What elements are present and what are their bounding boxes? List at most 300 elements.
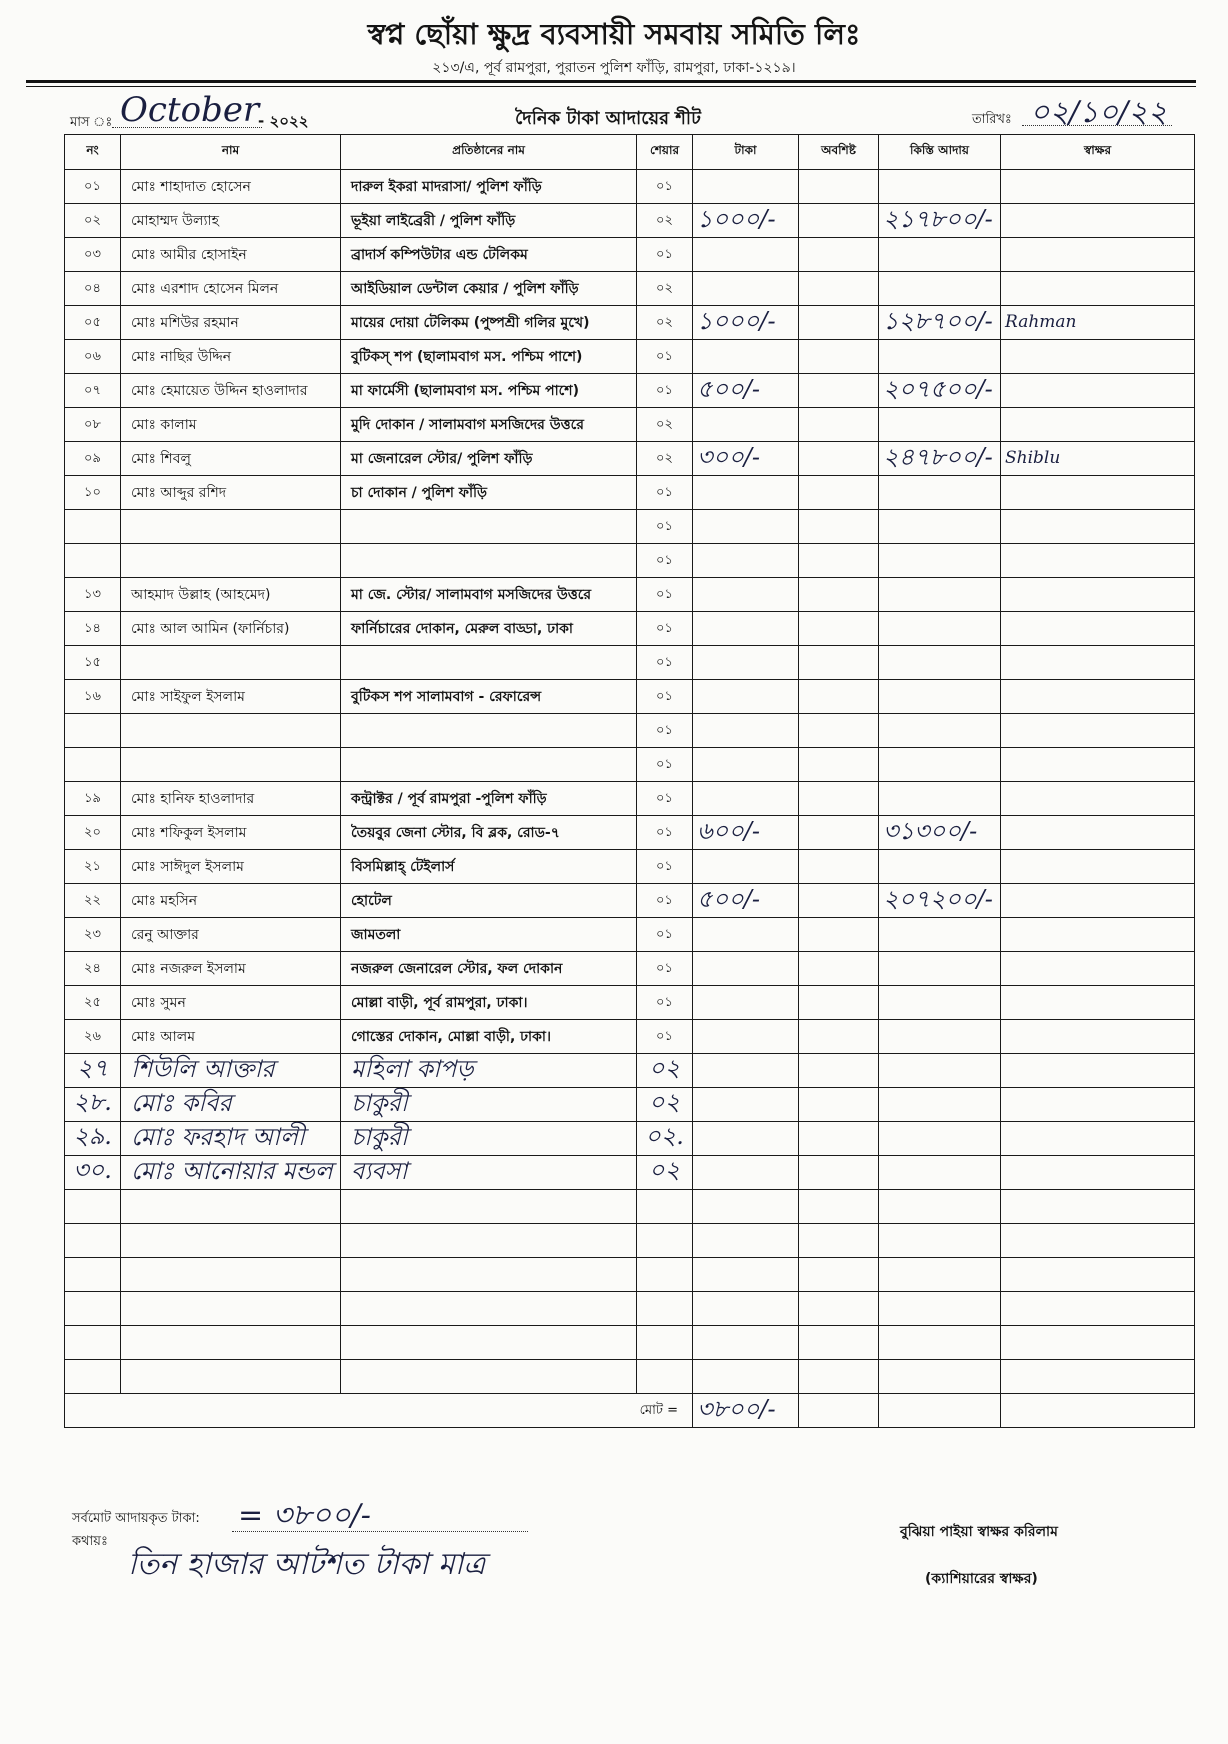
shop-name-cell [341,1190,637,1224]
shares-count-cell: ০১ [637,782,693,816]
total-installment [879,1394,1001,1428]
taka-amount-cell [693,442,799,476]
installment-amount-cell [879,1020,1001,1054]
signature-cell [1001,238,1195,272]
row-serial-cell [65,1326,121,1360]
remaining-amount-cell [799,544,879,578]
installment-amount-cell [879,272,1001,306]
signature-cell [1001,1292,1195,1326]
table-row [65,1326,1195,1360]
col-header-name: নাম [121,135,341,170]
taka-amount: ১০০০/- [697,204,776,233]
signature-cell [1001,374,1195,408]
remaining-amount-cell [799,306,879,340]
row-serial-cell [65,1224,121,1258]
row-serial-cell [65,1088,121,1122]
org-address: ২১৩/এ, পূর্ব রামপুরা, পুরাতন পুলিশ ফাঁড়ি, রামপুরা, ঢাকা-১২১৯। [432,60,796,76]
row-serial-cell [65,1190,121,1224]
taka-amount-cell [693,884,799,918]
shares-count-cell: ০১ [637,986,693,1020]
shop-name-cell [341,1292,637,1326]
installment-amount-cell [879,1224,1001,1258]
taka-amount-cell [693,238,799,272]
member-name-cell: মোঃ নজরুল ইসলাম [121,952,341,986]
member-name: মোঃ ফরহাদ আলী [131,1122,305,1151]
table-row [65,1088,1195,1122]
taka-amount-cell [693,374,799,408]
remaining-amount-cell [799,408,879,442]
shop-name-cell [341,1326,637,1360]
taka-amount-cell [693,578,799,612]
remaining-amount-cell [799,612,879,646]
table-row [65,1224,1195,1258]
in-words-label: কথায়ঃ [72,1534,108,1549]
member-name-cell: আহমাদ উল্লাহ (আহমেদ) [121,578,341,612]
taka-amount-cell [693,782,799,816]
row-serial-cell: ০১ [65,170,121,204]
installment-amount: ১২৮৭০০/- [883,306,993,335]
row-serial-cell: ১৯ [65,782,121,816]
table-row [65,578,1195,612]
member-name-cell: মোঃ মহসিন [121,884,341,918]
taka-amount: ৫০০/- [697,884,760,913]
installment-amount-cell [879,816,1001,850]
remaining-amount-cell [799,748,879,782]
shop-name-cell: গোস্তের দোকান, মোল্লা বাড়ী, ঢাকা। [341,1020,637,1054]
taka-amount-cell [693,850,799,884]
header-rule-thin [26,86,1196,87]
signature-cell [1001,442,1195,476]
table-row [65,340,1195,374]
signature-cell [1001,748,1195,782]
member-name-cell: রেনু আক্তার [121,918,341,952]
member-name-cell: মোঃ শিবলু [121,442,341,476]
taka-amount-cell [693,816,799,850]
shares-count-cell: ০১ [637,578,693,612]
row-serial-cell: ১০ [65,476,121,510]
installment-amount-cell [879,1054,1001,1088]
table-row [65,1156,1195,1190]
shares-count-cell: ০২ [637,408,693,442]
signature-cell [1001,306,1195,340]
shares-count-cell: ০১ [637,476,693,510]
signature-cell [1001,544,1195,578]
row-serial-cell [65,1360,121,1394]
shares-count-cell: ০১ [637,850,693,884]
installment-amount-cell [879,578,1001,612]
remaining-amount-cell [799,1156,879,1190]
member-name-cell [121,1292,341,1326]
shares-count: ০২ [648,1156,681,1184]
signature-cell [1001,340,1195,374]
row-serial-cell: ১৬ [65,680,121,714]
remaining-amount-cell [799,340,879,374]
shop-name-cell: চা দোকান / পুলিশ ফাঁড়ি [341,476,637,510]
shares-count-cell: ০১ [637,884,693,918]
member-name-cell [121,1326,341,1360]
shop-name-cell: মা জে. স্টোর/ সালামবাগ মসজিদের উত্তরে [341,578,637,612]
taka-amount-cell [693,1360,799,1394]
shop-name-cell: তৈয়বুর জেনা স্টোর, বি ব্লক, রোড-৭ [341,816,637,850]
col-header-shop: প্রতিষ্ঠানের নাম [341,135,637,170]
row-serial: ৩০. [73,1156,112,1184]
table-row [65,748,1195,782]
row-serial-cell [65,544,121,578]
member-name-cell: মোঃ শাহাদাত হোসেন [121,170,341,204]
shares-count-cell: ০১ [637,238,693,272]
taka-amount-cell [693,1292,799,1326]
table-row [65,170,1195,204]
taka-amount-cell [693,170,799,204]
installment-amount-cell [879,714,1001,748]
in-words-handwritten: তিন হাজার আটশত টাকা মাত্র [128,1547,486,1582]
signature-cell [1001,1088,1195,1122]
taka-amount-cell [693,476,799,510]
shop-name-cell [341,1156,637,1190]
signature-cell [1001,1258,1195,1292]
member-name-cell: মোঃ সুমন [121,986,341,1020]
installment-amount-cell [879,408,1001,442]
remaining-amount-cell [799,1054,879,1088]
shares-count-cell: ০২ [637,204,693,238]
remaining-amount-cell [799,1122,879,1156]
row-serial-cell [65,1156,121,1190]
shop-name-cell [341,1360,637,1394]
row-serial-cell: ১৪ [65,612,121,646]
shop-name: মহিলা কাপড় [351,1054,474,1083]
shares-count-cell: ০১ [637,646,693,680]
member-name-cell: মোঃ আলম [121,1020,341,1054]
shares-count: ০২ [648,1054,681,1082]
taka-amount-cell [693,306,799,340]
member-name-cell: মোঃ নাছির উদ্দিন [121,340,341,374]
collection-table [64,134,1195,1428]
col-header-remaining: অবশিষ্ট [799,135,879,170]
shop-name-cell: দারুল ইকরা মাদরাসা/ পুলিশ ফাঁড়ি [341,170,637,204]
shop-name-cell: মোল্লা বাড়ী, পূর্ব রামপুরা, ঢাকা। [341,986,637,1020]
member-name-cell [121,1190,341,1224]
row-serial-cell [65,1054,121,1088]
member-name-cell: মোঃ আমীর হোসাইন [121,238,341,272]
shop-name-cell [341,1258,637,1292]
remaining-amount-cell [799,884,879,918]
remaining-amount-cell [799,170,879,204]
taka-amount: ৫০০/- [697,374,760,403]
signature-cell [1001,1020,1195,1054]
member-name: শিউলি আক্তার [131,1054,275,1083]
table-row [65,884,1195,918]
member-name-cell: মোঃ সাঈদুল ইসলাম [121,850,341,884]
shares-count-cell: ০১ [637,952,693,986]
remaining-amount-cell [799,1360,879,1394]
installment-amount-cell [879,476,1001,510]
remaining-amount-cell [799,986,879,1020]
col-header-shares: শেয়ার [637,135,693,170]
member-name-cell [121,510,341,544]
shares-count-cell: ০১ [637,918,693,952]
shop-name-cell: মায়ের দোয়া টেলিকম (পুষ্পশ্রী গলির মুখে) [341,306,637,340]
table-row [65,782,1195,816]
row-serial-cell: ২৩ [65,918,121,952]
shares-count-cell [637,1088,693,1122]
member-name-cell: মোঃ মশিউর রহমান [121,306,341,340]
remaining-amount-cell [799,204,879,238]
shop-name-cell: ফার্নিচারের দোকান, মেরুল বাড্ডা, ঢাকা [341,612,637,646]
sheet-title: দৈনিক টাকা আদায়ের শীট [515,108,701,129]
shares-count-cell: ০১ [637,714,693,748]
signature-cell [1001,850,1195,884]
table-row [65,1360,1195,1394]
remaining-amount-cell [799,1292,879,1326]
table-row [65,1190,1195,1224]
signature-cell [1001,782,1195,816]
row-serial-cell [65,1122,121,1156]
member-name-cell [121,1156,341,1190]
total-row [65,1394,1195,1428]
taka-amount-cell [693,1054,799,1088]
shop-name-cell: নজরুল জেনারেল স্টোর, ফল দোকান [341,952,637,986]
shares-count-cell: ০১ [637,374,693,408]
taka-amount-cell [693,1258,799,1292]
remaining-amount-cell [799,952,879,986]
shares-count-cell: ০১ [637,748,693,782]
month-handwritten: October [120,90,260,130]
remaining-amount-cell [799,238,879,272]
shares-count-cell: ০১ [637,340,693,374]
shop-name-cell [341,748,637,782]
member-name-cell [121,1054,341,1088]
installment-amount-cell [879,510,1001,544]
member-name-cell: মোঃ আব্দুর রশিদ [121,476,341,510]
table-row [65,204,1195,238]
shares-count-cell: ০১ [637,510,693,544]
taka-amount-cell [693,1122,799,1156]
taka-amount-cell [693,1156,799,1190]
remaining-amount-cell [799,1258,879,1292]
installment-amount-cell [879,340,1001,374]
table-row [65,544,1195,578]
row-serial-cell [65,714,121,748]
row-serial-cell [65,510,121,544]
shop-name: চাকুরী [351,1122,408,1151]
shop-name: ব্যবসা [351,1156,408,1185]
date-dotted-line [1022,125,1172,126]
taka-amount-cell [693,952,799,986]
taka-amount-cell [693,1088,799,1122]
taka-amount-cell [693,986,799,1020]
taka-amount-cell [693,510,799,544]
cashier-signature-label: (ক্যাশিয়ারের স্বাক্ষর) [925,1571,1038,1587]
table-row [65,1292,1195,1326]
remaining-amount-cell [799,1088,879,1122]
table-row [65,612,1195,646]
signature-cell [1001,1156,1195,1190]
shares-count-cell: ০২ [637,442,693,476]
shares-count-cell [637,1292,693,1326]
member-name-cell [121,544,341,578]
signature: Rahman [1005,312,1077,332]
installment-amount-cell [879,1156,1001,1190]
installment-amount-cell [879,612,1001,646]
installment-amount-cell [879,204,1001,238]
signature-cell [1001,476,1195,510]
signature-cell [1001,1360,1195,1394]
shop-name-cell [341,646,637,680]
taka-amount-cell [693,272,799,306]
signature-cell [1001,646,1195,680]
member-name-cell: মোঃ হেমায়েত উদ্দিন হাওলাদার [121,374,341,408]
header-rule-thick [26,80,1196,83]
remaining-amount-cell [799,442,879,476]
installment-amount-cell [879,1190,1001,1224]
member-name-cell [121,1360,341,1394]
remaining-amount-cell [799,510,879,544]
shop-name-cell [341,510,637,544]
row-serial-cell: ১৩ [65,578,121,612]
shares-count-cell [637,1224,693,1258]
row-serial-cell: ০৩ [65,238,121,272]
table-row [65,238,1195,272]
signature-cell [1001,612,1195,646]
table-row [65,510,1195,544]
shop-name-cell [341,1054,637,1088]
member-name-cell: মোঃ হানিফ হাওলাদার [121,782,341,816]
row-serial-cell: ০৫ [65,306,121,340]
table-row [65,272,1195,306]
col-header-signature: স্বাক্ষর [1001,135,1195,170]
member-name: মোঃ আনোয়ার মন্ডল [131,1156,333,1185]
remaining-amount-cell [799,918,879,952]
table-row [65,408,1195,442]
total-taka [693,1394,799,1428]
table-row [65,1020,1195,1054]
installment-amount-cell [879,748,1001,782]
shares-count-cell [637,1326,693,1360]
remaining-amount-cell [799,374,879,408]
signature-cell [1001,884,1195,918]
shop-name-cell: কন্ট্রাক্টর / পূর্ব রামপুরা -পুলিশ ফাঁড়ি [341,782,637,816]
taka-amount-cell [693,544,799,578]
shop-name-cell: মা ফার্মেসী (ছালামবাগ মস. পশ্চিম পাশে) [341,374,637,408]
member-name-cell [121,1088,341,1122]
taka-amount-cell [693,1224,799,1258]
installment-amount-cell [879,170,1001,204]
signature-cell [1001,918,1195,952]
signature-cell [1001,1326,1195,1360]
col-header-serial: নং [65,135,121,170]
installment-amount-cell [879,1360,1001,1394]
installment-amount: ২০৭৫০০/- [883,374,993,403]
shop-name-cell [341,544,637,578]
shares-count-cell: ০১ [637,612,693,646]
taka-amount-cell [693,1020,799,1054]
remaining-amount-cell [799,850,879,884]
signature-cell [1001,1122,1195,1156]
installment-amount-cell [879,782,1001,816]
row-serial: ২৭ [76,1054,109,1082]
taka-amount-cell [693,1326,799,1360]
row-serial-cell [65,748,121,782]
taka-amount: ১০০০/- [697,306,776,335]
shares-count-cell: ০১ [637,544,693,578]
remaining-amount-cell [799,272,879,306]
installment-amount-cell [879,952,1001,986]
table-row [65,986,1195,1020]
table-row [65,1054,1195,1088]
date-handwritten: ০২/১০/২২ [1030,95,1168,130]
installment-amount: ৩১৩০০/- [883,816,978,845]
shop-name-cell: জামতলা [341,918,637,952]
grand-total-handwritten: = ৩৮০০/- [238,1498,371,1533]
shares-count-cell: ০১ [637,1020,693,1054]
remaining-amount-cell [799,714,879,748]
row-serial-cell: ২৫ [65,986,121,1020]
installment-amount: ২১৭৮০০/- [883,204,993,233]
shares-count-cell: ০১ [637,816,693,850]
signature-cell [1001,272,1195,306]
row-serial-cell: ০৬ [65,340,121,374]
total-remaining [799,1394,879,1428]
taka-amount-cell [693,1190,799,1224]
signature-cell [1001,1054,1195,1088]
remaining-amount-cell [799,476,879,510]
row-serial-cell [65,1292,121,1326]
installment-amount-cell [879,646,1001,680]
shares-count: ০২ [648,1088,681,1116]
shares-count-cell [637,1190,693,1224]
table-row [65,850,1195,884]
table-row [65,306,1195,340]
row-serial-cell: ০৮ [65,408,121,442]
taka-amount-cell [693,408,799,442]
shares-count-cell: ০১ [637,680,693,714]
row-serial-cell: ১৫ [65,646,121,680]
shop-name-cell: হোটেল [341,884,637,918]
taka-amount-cell [693,680,799,714]
signature-cell [1001,204,1195,238]
total-signature [1001,1394,1195,1428]
remaining-amount-cell [799,680,879,714]
installment-amount-cell [879,850,1001,884]
installment-amount: ২০৭২০০/- [883,884,993,913]
table-row [65,476,1195,510]
shares-count-cell [637,1258,693,1292]
signature-cell [1001,510,1195,544]
taka-amount-cell [693,918,799,952]
remaining-amount-cell [799,646,879,680]
table-row [65,646,1195,680]
signature-cell [1001,408,1195,442]
row-serial-cell: ০৭ [65,374,121,408]
month-dotted-line [112,127,262,128]
row-serial-cell: ২৪ [65,952,121,986]
taka-amount-cell [693,340,799,374]
member-name-cell: মোঃ আল আমিন (ফার্নিচার) [121,612,341,646]
shop-name-cell: মা জেনারেল স্টোর/ পুলিশ ফাঁড়ি [341,442,637,476]
shares-count-cell [637,1360,693,1394]
shop-name-cell: বিসমিল্লাহ্ টেইলার্স [341,850,637,884]
signature-cell [1001,714,1195,748]
installment-amount-cell [879,544,1001,578]
shop-name-cell [341,1224,637,1258]
installment-amount-cell [879,1122,1001,1156]
member-name-cell [121,714,341,748]
shop-name-cell: আইডিয়াল ডেন্টাল কেয়ার / পুলিশ ফাঁড়ি [341,272,637,306]
member-name-cell [121,646,341,680]
shop-name-cell [341,1088,637,1122]
taka-amount: ৩০০/- [697,442,761,471]
taka-amount-cell [693,204,799,238]
